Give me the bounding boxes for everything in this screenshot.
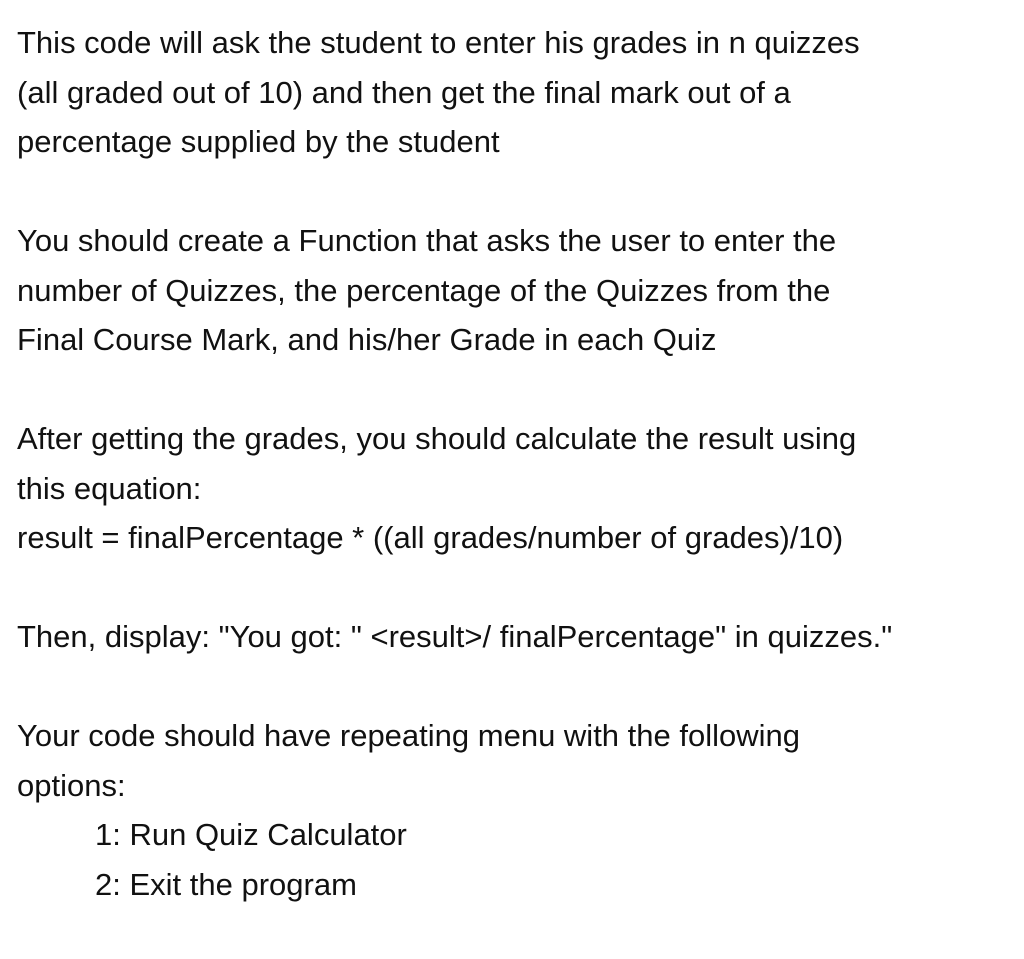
text-line: number of Quizzes, the percentage of the Quizzes from the	[17, 272, 831, 308]
text-line: this equation:	[17, 470, 202, 506]
document-body	[17, 18, 1012, 959]
text-line: You should create a Function that asks the user to enter the	[17, 223, 837, 258]
text-line: After getting the grades, you should calculate the result using	[17, 421, 857, 456]
intro-paragraph	[17, 18, 1012, 167]
text-line: (all graded out of 10) and then get the final mark out of a	[17, 74, 791, 110]
display-paragraph	[17, 612, 1012, 662]
menu-paragraph	[17, 711, 1012, 909]
equation-line: result = finalPercentage * ((all grades/number of grades)/10)	[17, 520, 844, 555]
text-line: This code will ask the student to enter his grades in n quizzes	[17, 25, 860, 60]
function-paragraph	[17, 216, 1012, 365]
text-line: percentage supplied by the student	[17, 124, 500, 159]
menu-option: 2: Exit the program	[95, 866, 357, 902]
menu-option: 1: Run Quiz Calculator	[95, 817, 407, 852]
text-line: Your code should have repeating menu with the following	[17, 718, 800, 753]
equation-paragraph	[17, 414, 1012, 563]
text-line: options:	[17, 767, 126, 803]
text-line: Then, display: "You got: " <result>/ finalPercentage" in quizzes."	[17, 619, 893, 654]
text-line: Final Course Mark, and his/her Grade in each Quiz	[17, 322, 717, 357]
